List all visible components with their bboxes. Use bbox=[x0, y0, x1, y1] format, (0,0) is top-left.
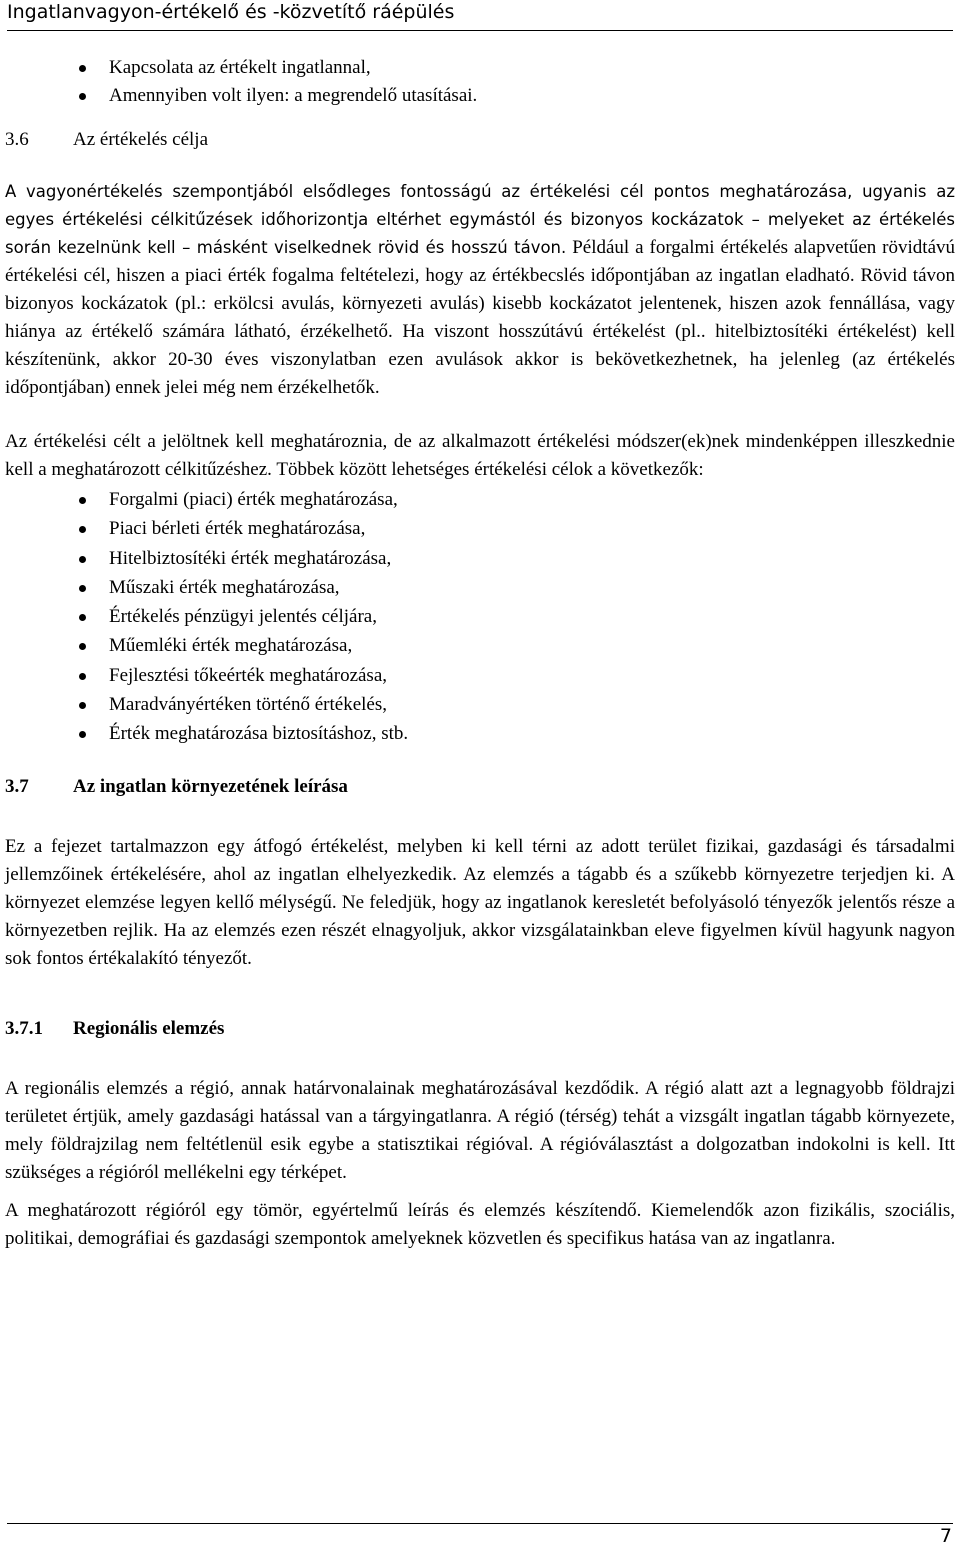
list-item: Piaci bérleti érték meghatározása, bbox=[5, 515, 955, 544]
list-item: Amennyiben volt ilyen: a megrendelő utasításai. bbox=[5, 82, 955, 110]
bullet-icon bbox=[79, 93, 86, 100]
running-header: Ingatlanvagyon-értékelő és -közvetítő ráépülés bbox=[7, 0, 953, 31]
intro-bullet-list bbox=[5, 54, 955, 110]
paragraph: A regionális elemzés a régió, annak határvonalainak meghatározásával kezdődik. A régió alatt azt a legnagyobb földrajzi területet értjük, amely gazdasági hatással van a tárgyingatlanra. A régió (térség) tehát a vizsgált ingatlan tágabb környezete, mely földrajzilag nem feltétlenül esik egybe a statisztikai régióval. A régióválasztást a dolgozatban indokolni is kell. Itt szükséges a régióról mellékelni egy térképet. bbox=[5, 1077, 955, 1183]
list-item: Fejlesztési tőkeérték meghatározása, bbox=[5, 662, 955, 691]
bullet-icon bbox=[79, 614, 86, 621]
bullet-icon bbox=[79, 497, 86, 504]
list-item: Hitelbiztosítéki érték meghatározása, bbox=[5, 545, 955, 574]
bullet-icon bbox=[79, 702, 86, 709]
list-item: Maradványértéken történő értékelés, bbox=[5, 691, 955, 720]
footer-divider bbox=[7, 1523, 953, 1524]
list-item: Értékelés pénzügyi jelentés céljára, bbox=[5, 603, 955, 632]
paragraph: Az értékelési célt a jelöltnek kell meghatároznia, de az alkalmazott értékelési módszer(ek)nek mindenképpen illeszkednie kell a meghatározott célkitűzéshez. Többek között lehetséges értékelési célok a következők: bbox=[5, 431, 955, 480]
paragraph: A vagyonértékelés szempontjából elsődleges fontosságú az értékelési cél pontos meghatározása, ugyanis az egyes értékelési célkitűzések időhorizontja eltérhet egymástól és bizonyos kockázatok – melyeket az értékelés során kezelnünk kell – másként viselkednek rövid és hosszú távon. Például a forgalmi értékelés alapvetűen rövidtávú értékelési cél, hiszen a piaci érték fogalma feltételezi, hogy az értékbecslés időpontjában az ingatlan eladható. Rövid távon bizonyos kockázatok (pl.: erkölcsi avulás, környezeti avulás) kisebb kockázatot jelentenek, hiszen azok fennállása, vagy hiánya az értékelő számára látható, érzékelhető. Ha viszont hosszútávú értékelést (pl.. hitelbiztosítéki értékelést) kell készítenünk, akkor 20-30 éves viszonylatban ezen avulások akkor is bekövetkezhetnek, ha jelenleg (az értékelés időpontjában) ennek jelei még nem érzékelhetők. bbox=[5, 182, 956, 398]
list-item: Kapcsolata az értékelt ingatlannal, bbox=[5, 54, 955, 82]
bullet-icon bbox=[79, 673, 86, 680]
list-item: Műszaki érték meghatározása, bbox=[5, 574, 955, 603]
section-heading-3-7-1: 3.7.1 Regionális elemzés bbox=[5, 1017, 225, 1039]
paragraph-sans-part: A vagyonértékelés szempontjából elsődleges fontosságú az értékelési cél pontos meghatározása, ugyanis az egyes értékelési célkitűzések időhorizontja eltérhet egymástól és bizonyos kockázatok – melyeket az értékelés során kezelnünk kell – másként viselkednek rövid és hosszú távon. bbox=[5, 182, 955, 257]
list-item: Műemléki érték meghatározása, bbox=[5, 632, 955, 661]
page-number: 7 bbox=[939, 1525, 952, 1547]
valuation-goals-list bbox=[5, 486, 955, 750]
bullet-icon bbox=[79, 526, 86, 533]
bullet-icon bbox=[79, 556, 86, 563]
list-item: Forgalmi (piaci) érték meghatározása, bbox=[5, 486, 955, 515]
section-heading-3-6: 3.6 Az értékelés célja bbox=[5, 129, 209, 150]
bullet-icon bbox=[79, 731, 86, 738]
bullet-icon bbox=[79, 65, 86, 72]
list-item: Érték meghatározása biztosításhoz, stb. bbox=[5, 720, 955, 749]
paragraph: Ez a fejezet tartalmazzon egy átfogó értékelést, melyben ki kell térni az adott terület fizikai, gazdasági és társadalmi jellemzőinek értékelésére, ahol az ingatlan elhelyezkedik. Az elemzés a tágabb és a szűkebb környezetre terjedjen ki. A környezet elemzése legyen kellő mélységű. Ne feledjük, hogy az ingatlanok keresletét befolyásoló tényezők jelentős része a környezetben rejlik. Ha az elemzés ezen részét elnagyoljuk, akkor vizsgálatainkban eleve figyelmen kívül hagyunk nagyon sok fontos értékalakító tényezőt. bbox=[5, 835, 955, 969]
paragraph: A meghatározott régióról egy tömör, egyértelmű leírás és elemzés készítendő. Kiemelendők azon fizikális, szociális, politikai, demográfiai és gazdasági szempontok amelyeknek közvetlen és specifikus hatása van az ingatlanra. bbox=[5, 1199, 955, 1249]
bullet-icon bbox=[79, 643, 86, 650]
page-content bbox=[5, 54, 955, 1253]
bullet-icon bbox=[79, 585, 86, 592]
section-heading-3-7: 3.7 Az ingatlan környezetének leírása bbox=[5, 775, 348, 797]
